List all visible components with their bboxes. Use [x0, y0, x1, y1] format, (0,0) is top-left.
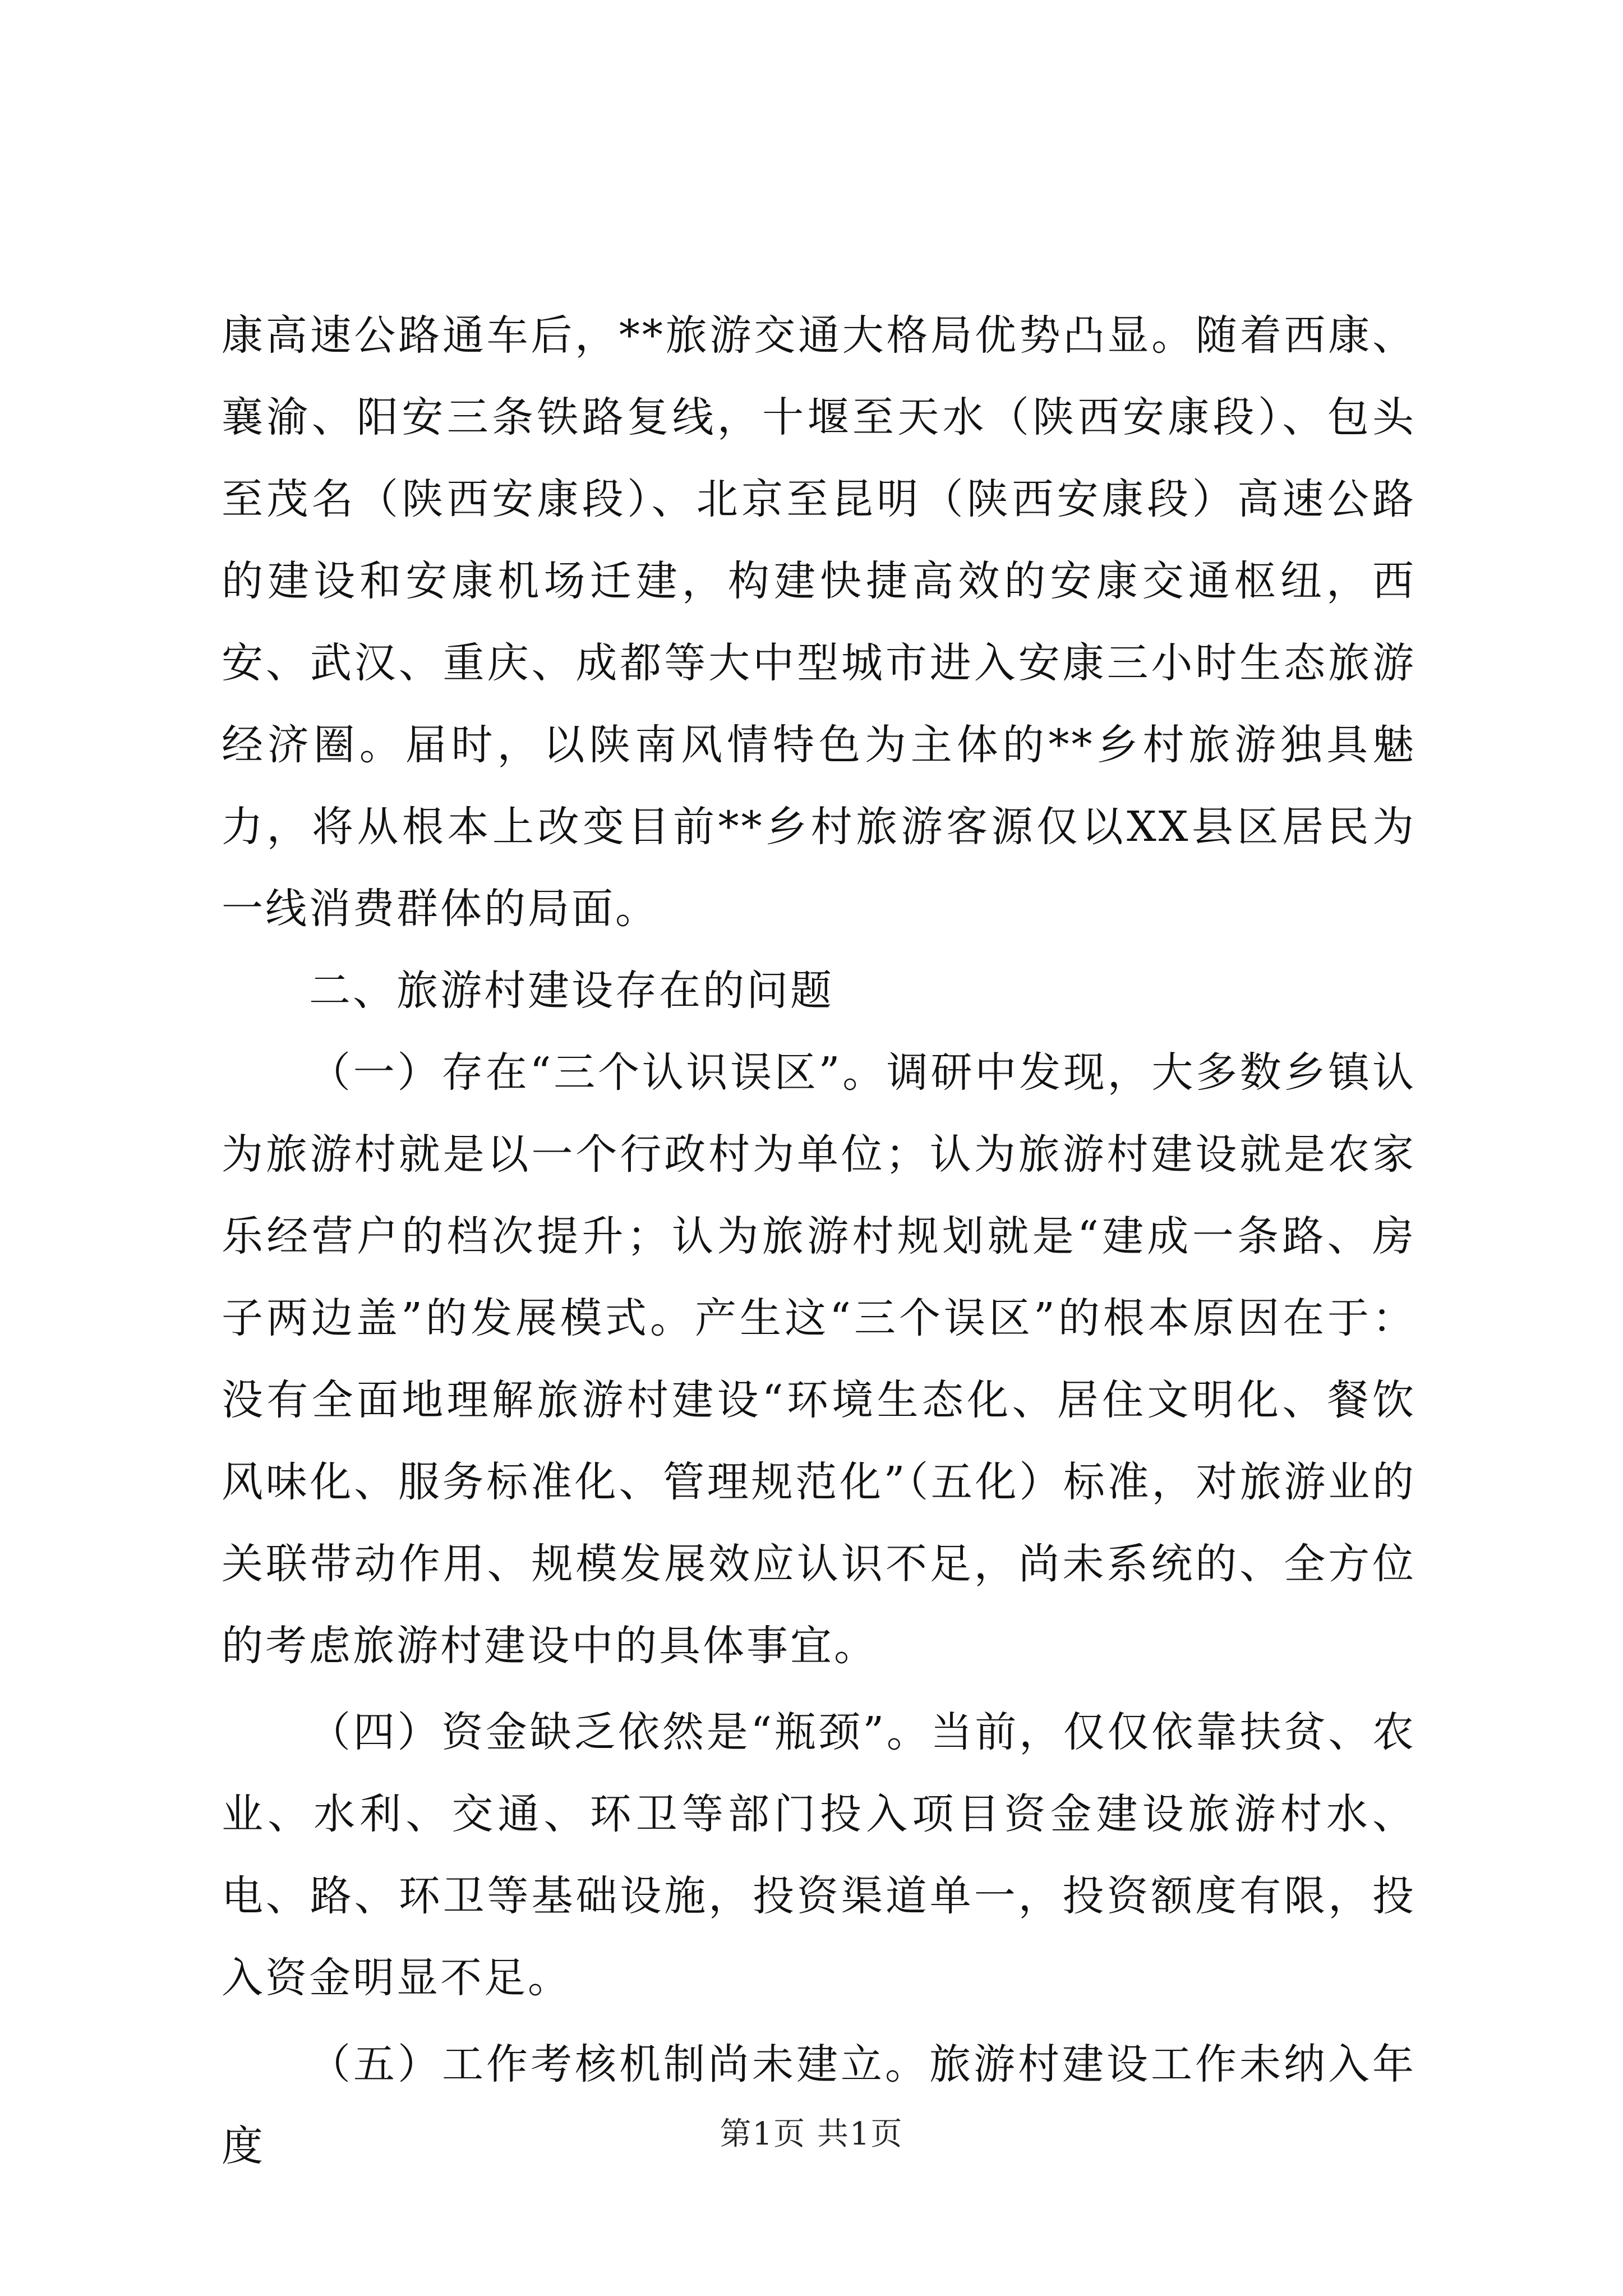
paragraph-item-1: （一）存在“三个认识误区”。调研中发现，大多数乡镇认为旅游村就是以一个行政村为单位；认为旅游村建设就是农家乐经营户的档次提升；认为旅游村规划就是“建成一条路、房子两边盖”的发展模式。产生这“三个误区”的根本原因在于：没有全面地理解旅游村建设“环境生态化、居住文明化、餐饮风味化、服务标准化、管理规范化”（五化）标准，对旅游业的关联带动作用、规模发展效应认识不足，尚未系统的、全方位的考虑旅游村建设中的具体事宜。 [222, 1048, 1416, 1670]
section-heading: 二、旅游村建设存在的问题 [309, 967, 834, 1015]
paragraph-continuation: 康高速公路通车后，**旅游交通大格局优势凸显。随着西康、襄渝、阳安三条铁路复线，十堰至天水（陕西安康段）、包头至茂名（陕西安康段）、北京至昆明（陕西安康段）高速公路的建设和安康机场迁建，构建快捷高效的安康交通枢纽，西安、武汉、重庆、成都等大中型城市进入安康三小时生态旅游经济圈。届时，以陕南风情特色为主体的**乡村旅游独具魅力，将从根本上改变目前**乡村旅游客源仅以XX县区居民为一线消费群体的局面。 [222, 311, 1416, 933]
paragraph-item-4: （四）资金缺乏依然是“瓶颈”。当前，仅仅依靠扶贫、农业、水利、交通、环卫等部门投入项目资金建设旅游村水、电、路、环卫等基础设施，投资渠道单一，投资额度有限，投入资金明显不足。 [222, 1708, 1416, 2002]
paragraph-item-5: （五）工作考核机制尚未建立。旅游村建设工作未纳入年度 [222, 2040, 1416, 2170]
page-footer: 第1页 共1页 [720, 2116, 903, 2152]
document-body [222, 295, 1416, 2187]
